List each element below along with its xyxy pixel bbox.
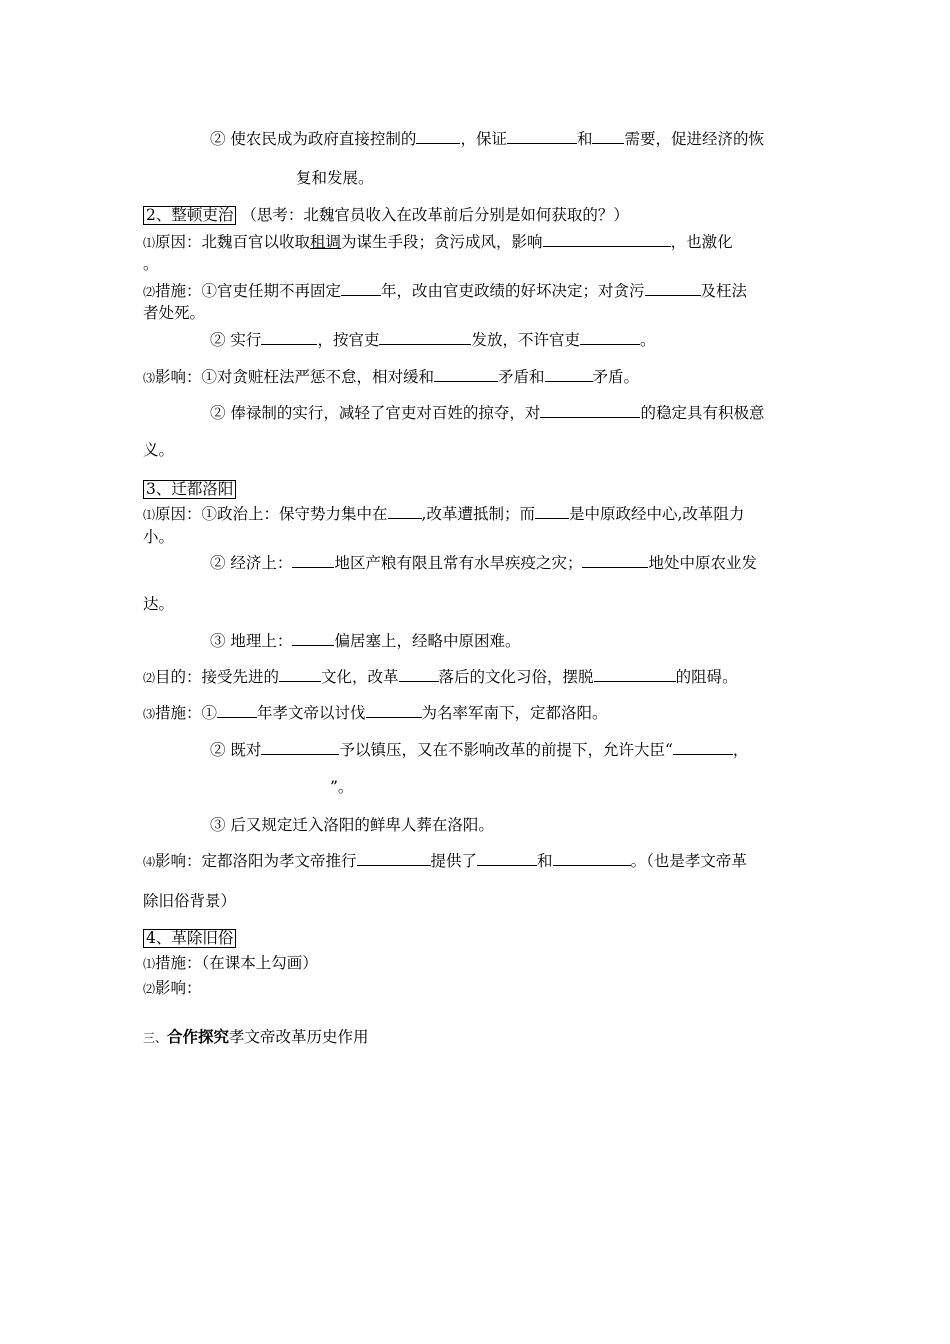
blank[interactable]	[388, 503, 422, 519]
section-title: 2、整顿吏治	[143, 206, 236, 225]
blank[interactable]	[366, 702, 422, 718]
blank[interactable]	[261, 739, 339, 755]
section-3-impact: ⑷影响：定都洛阳为孝文帝推行 提供了 和 。（也是孝文帝革	[143, 852, 747, 870]
blank[interactable]	[553, 850, 631, 866]
blank[interactable]	[379, 329, 471, 345]
blank[interactable]	[545, 366, 593, 382]
blank[interactable]	[341, 280, 381, 296]
blank[interactable]	[279, 666, 321, 682]
line-salary: ② 实行 ，按官吏 发放，不许官吏 。	[210, 331, 656, 349]
line-recovery: 复和发展。	[296, 169, 374, 187]
line-cont: 达。	[143, 595, 175, 613]
section-title: 4、革除旧俗	[143, 929, 236, 948]
blank[interactable]	[477, 850, 537, 866]
part-3-heading: 三、合作探究孝文帝改革历史作用	[143, 1028, 369, 1046]
blank[interactable]	[292, 630, 334, 646]
blank[interactable]	[594, 666, 676, 682]
blank[interactable]	[543, 231, 671, 247]
section-2-heading: 2、整顿吏治 （思考：北魏官员收入在改革前后分别是如何获取的？）	[143, 205, 629, 225]
line-cont: 。	[143, 255, 159, 273]
section-3-reason: ⑴原因：①政治上：保守势力集中在 ,改革遭抵制；而 是中原政经中心,改革阻力	[143, 505, 745, 523]
section-2-reason: ⑴原因：北魏百官以收取租调为谋生手段；贪污成风，影响 ，也激化	[143, 233, 733, 251]
section-2-impact: ⑶影响：①对贪赃枉法严惩不怠，相对缓和 矛盾和 矛盾。	[143, 368, 640, 386]
line-peasants: ② 使农民成为政府直接控制的 ，保证 和 需要，促进经济的恢	[210, 130, 764, 148]
blank[interactable]	[592, 128, 624, 144]
line-economy: ② 经济上： 地区产粮有限且常有水旱疾疫之灾； 地处中原农业发	[210, 554, 757, 572]
section-4-impact: ⑵影响：	[143, 979, 202, 997]
blank[interactable]	[580, 329, 640, 345]
section-3-measures: ⑶措施：① 年孝文帝以讨伐 为名率军南下，定都洛阳。	[143, 704, 608, 722]
blank[interactable]	[357, 850, 431, 866]
blank[interactable]	[399, 666, 439, 682]
section-3-heading	[143, 479, 236, 499]
section-4-heading	[143, 928, 236, 948]
line-fenglu: ② 俸禄制的实行，减轻了官吏对百姓的掠夺，对 的稳定具有积极意	[210, 404, 765, 422]
section-2-measures: ⑵措施：①官吏任期不再固定 年，改由官吏政绩的好坏决定；对贪污 及枉法	[143, 282, 748, 300]
line-cont: ”。	[330, 778, 354, 796]
line-cont: 义。	[143, 441, 175, 459]
section-4-measures: ⑴措施：（在课本上勾画）	[143, 954, 318, 972]
line-cont: 小。	[143, 528, 175, 546]
line-cont: 除旧俗背景）	[143, 892, 237, 910]
blank[interactable]	[292, 552, 334, 568]
line-suppress: ② 既对 予以镇压，又在不影响改革的前提下，允许大臣“ ，	[210, 741, 749, 759]
section-3-purpose: ⑵目的：接受先进的 文化，改革 落后的文化习俗，摆脱 的阻碍。	[143, 668, 738, 686]
blank[interactable]	[673, 739, 733, 755]
line-burial: ③ 后又规定迁入洛阳的鲜卑人葬在洛阳。	[210, 816, 494, 834]
section-title: 3、迁都洛阳	[143, 480, 236, 499]
line-geography: ③ 地理上： 偏居塞上，经略中原困难。	[210, 632, 521, 650]
blank[interactable]	[540, 402, 640, 418]
blank[interactable]	[416, 128, 460, 144]
blank[interactable]	[535, 503, 569, 519]
blank[interactable]	[261, 329, 317, 345]
blank[interactable]	[217, 702, 257, 718]
blank[interactable]	[434, 366, 498, 382]
blank[interactable]	[645, 280, 701, 296]
line-cont: 者处死。	[143, 304, 206, 322]
blank[interactable]	[507, 128, 577, 144]
blank[interactable]	[582, 552, 648, 568]
